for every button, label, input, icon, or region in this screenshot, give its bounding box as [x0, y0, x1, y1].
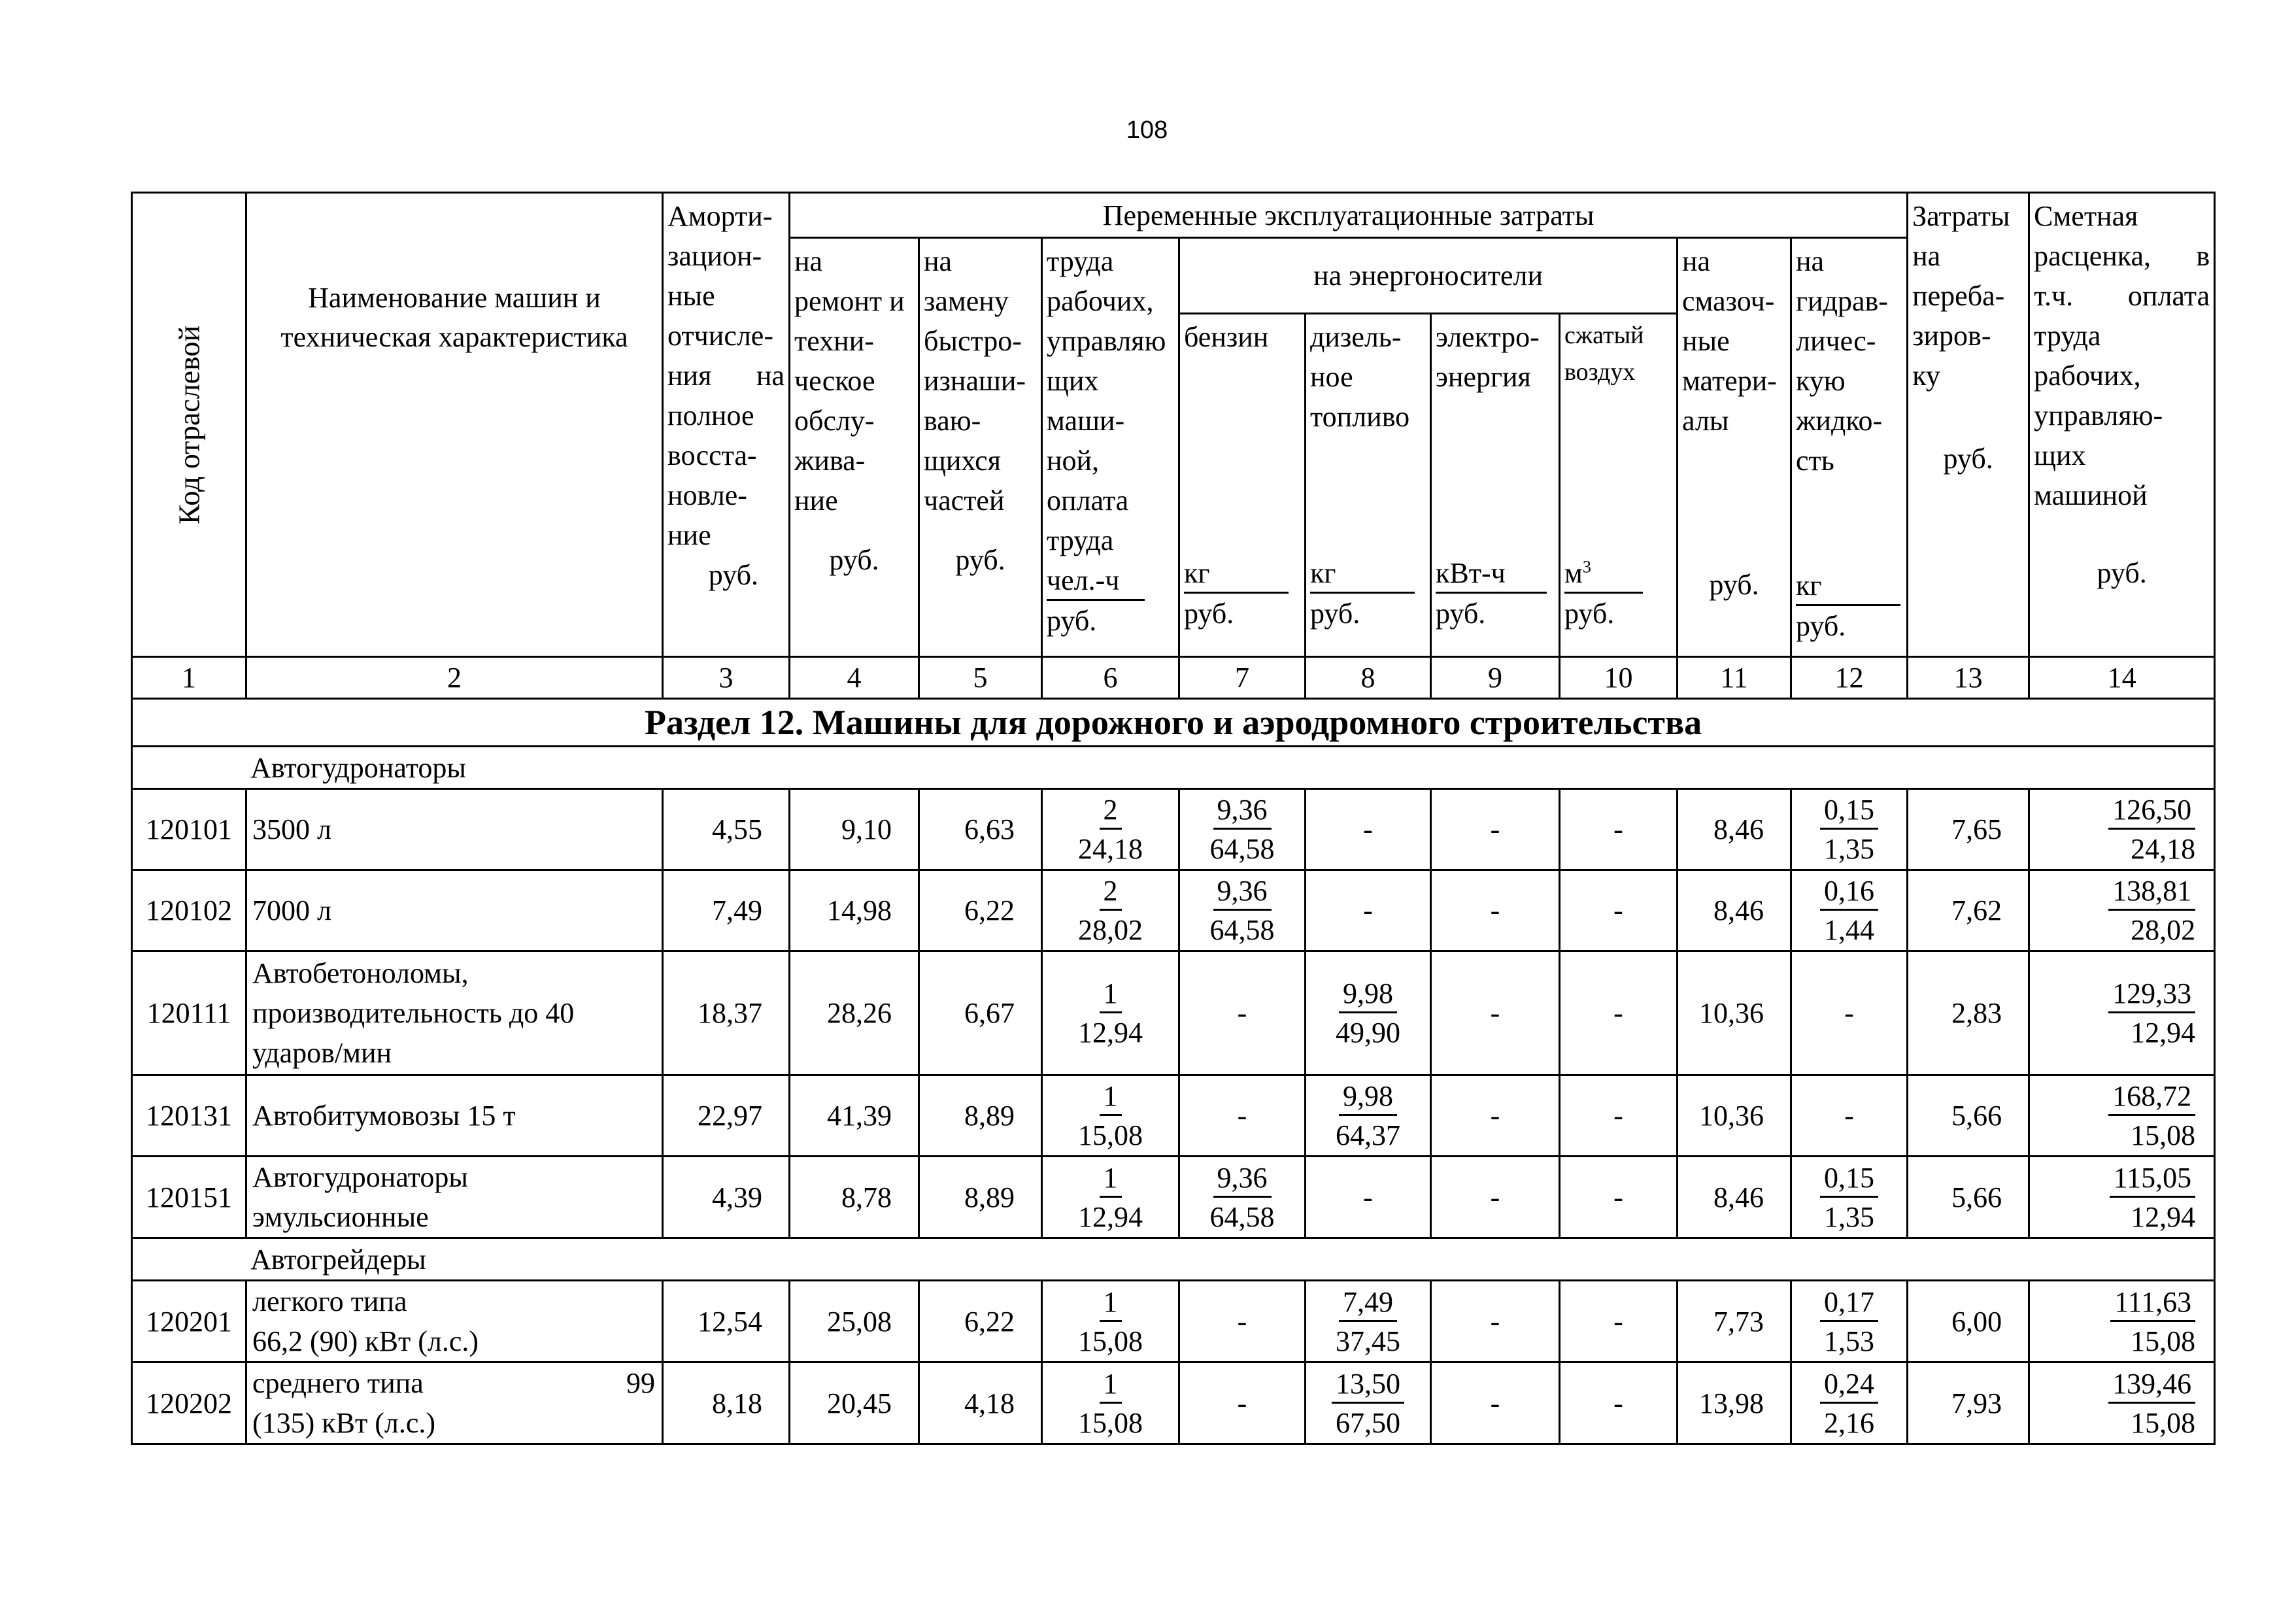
row-transfer: 5,66 — [1908, 1157, 2029, 1238]
row-diesel: - — [1306, 789, 1431, 870]
group-row — [132, 747, 2215, 789]
row-name-line: Автогудронаторы — [252, 1161, 468, 1193]
row-lubricant: 10,36 — [1678, 951, 1791, 1075]
header-line: труда — [2034, 320, 2101, 352]
header-line: ные — [1682, 325, 1730, 357]
row-petrol: - — [1179, 1281, 1306, 1362]
page-number: 108 — [1126, 116, 1168, 144]
header-lubricant: на смазоч- ные матери- алы руб. — [1678, 238, 1791, 657]
group-title: Автогрейдеры — [132, 1238, 2215, 1281]
header-line: управляю- — [2034, 399, 2163, 431]
header-variable-costs: Переменные эксплуатационные затраты — [790, 193, 1908, 238]
header-line: смазоч- — [1682, 285, 1775, 317]
row-rate-bottom: 24,18 — [2131, 833, 2196, 865]
table-row — [132, 1157, 2215, 1238]
header-line: рабочих, — [2034, 360, 2141, 392]
header-line: ческое — [794, 365, 875, 397]
row-diesel — [1306, 1281, 1431, 1362]
header-line: оплата — [1047, 484, 1129, 516]
header-line: полное — [667, 399, 754, 431]
header-electric: электро- энергия кВт-ч руб. — [1431, 314, 1560, 657]
header-line: щихся — [924, 445, 1001, 477]
header-line: рабочих, — [1047, 285, 1154, 317]
header-name: Наименование машин и техническая характеристика — [246, 193, 663, 657]
header-line: Сметная — [2034, 200, 2138, 232]
row-labor — [1042, 870, 1179, 951]
header-line: восста- — [667, 439, 757, 471]
row-labor-top: 1 — [1100, 1284, 1122, 1322]
header-replace: на замену быстро- изнаши- ваю- щихся частей руб. — [919, 238, 1042, 657]
header-line: на — [794, 245, 823, 277]
row-petrol: - — [1179, 1075, 1306, 1157]
row-hydraulic: - — [1791, 951, 1908, 1075]
row-rate-bottom: 12,94 — [2131, 1200, 2196, 1233]
row-rate-top: 129,33 — [2108, 975, 2195, 1013]
row-hydraulic-top: 0,24 — [1820, 1366, 1878, 1404]
row-labor-bottom: 15,08 — [1078, 1119, 1143, 1151]
header-code: Код отраслевой — [132, 193, 246, 657]
row-air: - — [1560, 951, 1678, 1075]
row-labor — [1042, 1281, 1179, 1362]
header-line: Аморти- — [667, 200, 773, 232]
header-line: труда — [1047, 245, 1114, 277]
row-code: 120151 — [132, 1157, 246, 1238]
column-number: 8 — [1306, 657, 1431, 699]
header-diesel: дизель- ное топливо кг руб. — [1306, 314, 1431, 657]
header-rate: Сметная расценка, в т.ч. оплата труда рабочих, управляю- щих машиной руб. — [2029, 193, 2215, 657]
row-repair: 41,39 — [790, 1075, 919, 1157]
row-air: - — [1560, 789, 1678, 870]
table-row — [132, 1362, 2215, 1444]
row-diesel-top: 9,98 — [1339, 975, 1397, 1013]
row-labor — [1042, 1157, 1179, 1238]
row-labor-top: 2 — [1100, 792, 1122, 830]
row-rate-top: 168,72 — [2108, 1078, 2195, 1116]
row-rate-bottom: 15,08 — [2131, 1119, 2196, 1151]
row-hydraulic — [1791, 870, 1908, 951]
row-electric: - — [1431, 870, 1560, 951]
row-repair: 28,26 — [790, 951, 919, 1075]
row-diesel: - — [1306, 870, 1431, 951]
header-line: машиной — [2034, 479, 2148, 511]
column-number: 9 — [1431, 657, 1560, 699]
row-amortization: 18,37 — [663, 951, 790, 1075]
header-line: щих — [2034, 439, 2086, 471]
row-labor-bottom: 15,08 — [1078, 1406, 1143, 1439]
row-labor-bottom: 12,94 — [1078, 1017, 1143, 1049]
header-line: ные — [667, 280, 715, 312]
row-code: 120131 — [132, 1075, 246, 1157]
row-electric: - — [1431, 789, 1560, 870]
row-diesel — [1306, 1362, 1431, 1444]
row-petrol-bottom: 64,58 — [1209, 1200, 1275, 1233]
row-hydraulic — [1791, 1157, 1908, 1238]
header-labor: труда рабочих, управляю щих маши- ной, оплата труда чел.-ч руб. — [1042, 238, 1179, 657]
row-electric: - — [1431, 951, 1560, 1075]
header-line: ремонт и — [794, 285, 905, 317]
header-line: управляю — [1047, 325, 1166, 357]
row-petrol: - — [1179, 951, 1306, 1075]
row-diesel — [1306, 1075, 1431, 1157]
row-hydraulic: - — [1791, 1075, 1908, 1157]
header-transfer: Затраты на переба- зиров- ку руб. — [1908, 193, 2029, 657]
header-amortization: Аморти- зацион- ные отчисле- ния на полное восста- новле- ние руб. — [663, 193, 790, 657]
row-hydraulic-top: 0,17 — [1820, 1284, 1878, 1322]
header-row-1 — [132, 193, 2215, 238]
table-row — [132, 789, 2215, 870]
row-labor — [1042, 789, 1179, 870]
row-hydraulic-bottom: 1,53 — [1824, 1325, 1875, 1357]
column-number: 6 — [1042, 657, 1179, 699]
header-air: сжатый воздух $м^3$ руб. — [1560, 314, 1678, 657]
row-rate-bottom: 12,94 — [2131, 1017, 2196, 1049]
header-line: топливо — [1310, 401, 1410, 433]
column-number: 4 — [790, 657, 919, 699]
header-line: на — [1912, 240, 1941, 272]
row-name-line: легкого типа — [252, 1285, 407, 1317]
header-line: техни- — [794, 325, 874, 357]
row-rate-bottom: 15,08 — [2131, 1406, 2196, 1439]
column-number: 10 — [1560, 657, 1678, 699]
row-labor-top: 1 — [1100, 1078, 1122, 1116]
row-lubricant: 10,36 — [1678, 1075, 1791, 1157]
row-code: 120101 — [132, 789, 246, 870]
row-diesel-bottom: 49,90 — [1336, 1017, 1400, 1049]
row-lubricant: 13,98 — [1678, 1362, 1791, 1444]
row-name: Автобитумовозы 15 т — [246, 1075, 663, 1157]
row-labor-bottom: 12,94 — [1078, 1200, 1143, 1233]
header-petrol: бензин кг руб. — [1179, 314, 1306, 657]
row-lubricant: 7,73 — [1678, 1281, 1791, 1362]
row-diesel — [1306, 951, 1431, 1075]
row-labor-bottom: 24,18 — [1078, 833, 1143, 865]
header-line: обслу- — [794, 405, 875, 437]
row-rate — [2029, 789, 2215, 870]
header-line: алы — [1682, 405, 1729, 437]
row-lubricant: 8,46 — [1678, 870, 1791, 951]
row-name-line: среднего типа 99 — [252, 1367, 655, 1399]
row-repair: 20,45 — [790, 1362, 919, 1444]
group-title: Автогудронаторы — [132, 747, 2215, 789]
section-row — [132, 699, 2215, 747]
header-line: т.ч. оплата — [2034, 280, 2210, 312]
row-labor — [1042, 1075, 1179, 1157]
column-number: 3 — [663, 657, 790, 699]
row-name-line: эмульсионные — [252, 1201, 429, 1233]
row-replace: 6,67 — [919, 951, 1042, 1075]
header-line: сжатый — [1564, 322, 1644, 349]
row-diesel-top: 13,50 — [1332, 1366, 1404, 1404]
row-hydraulic-bottom: 1,35 — [1824, 833, 1875, 865]
row-rate — [2029, 1362, 2215, 1444]
row-name-line: ударов/мин — [252, 1037, 392, 1069]
row-labor-bottom: 28,02 — [1078, 914, 1143, 946]
row-name — [246, 1362, 663, 1444]
row-transfer: 5,66 — [1908, 1075, 2029, 1157]
header-line: труда — [1047, 524, 1114, 556]
row-name-line: (135) кВт (л.с.) — [252, 1407, 436, 1439]
header-line: личес- — [1796, 325, 1876, 357]
header-energy: на энергоносители — [1179, 238, 1678, 314]
column-number: 13 — [1908, 657, 2029, 699]
row-petrol — [1179, 789, 1306, 870]
header-line: ку — [1912, 360, 1940, 392]
row-labor-top: 1 — [1100, 1366, 1122, 1404]
row-amortization: 8,18 — [663, 1362, 790, 1444]
header-hydraulic: на гидрав- личес- кую жидко- сть кг руб. — [1791, 238, 1908, 657]
header-line: ния на — [667, 360, 784, 392]
row-air: - — [1560, 1157, 1678, 1238]
row-code: 120102 — [132, 870, 246, 951]
section-title: Раздел 12. Машины для дорожного и аэродромного строительства — [132, 699, 2215, 747]
row-repair: 8,78 — [790, 1157, 919, 1238]
header-line: ваю- — [924, 405, 981, 437]
column-number: 12 — [1791, 657, 1908, 699]
header-line: сть — [1796, 445, 1834, 477]
header-line: переба- — [1912, 280, 2005, 312]
row-diesel-bottom: 67,50 — [1336, 1406, 1400, 1439]
row-labor-top: 1 — [1100, 975, 1122, 1013]
group-row — [132, 1238, 2215, 1281]
header-line: на — [1682, 245, 1711, 277]
row-repair: 14,98 — [790, 870, 919, 951]
row-hydraulic — [1791, 1281, 1908, 1362]
row-labor — [1042, 1362, 1179, 1444]
header-line: щих — [1047, 365, 1099, 397]
row-rate-top: 139,46 — [2108, 1366, 2195, 1404]
row-labor — [1042, 951, 1179, 1075]
header-line: зиров- — [1912, 320, 1991, 352]
column-number: 1 — [132, 657, 246, 699]
row-electric: - — [1431, 1281, 1560, 1362]
header-line: частей — [924, 484, 1005, 516]
row-transfer: 7,65 — [1908, 789, 2029, 870]
row-air: - — [1560, 1362, 1678, 1444]
row-rate-bottom: 28,02 — [2131, 914, 2196, 946]
row-rate-top: 126,50 — [2108, 792, 2195, 830]
row-replace: 8,89 — [919, 1157, 1042, 1238]
table-row — [132, 1075, 2215, 1157]
row-air: - — [1560, 1281, 1678, 1362]
row-replace: 8,89 — [919, 1075, 1042, 1157]
column-number: 7 — [1179, 657, 1306, 699]
row-replace: 6,63 — [919, 789, 1042, 870]
header-line: зацион- — [667, 240, 762, 272]
machine-rates-table — [131, 192, 2216, 1445]
header-line: ние — [794, 484, 838, 516]
column-number: 14 — [2029, 657, 2215, 699]
row-rate — [2029, 951, 2215, 1075]
row-code: 120201 — [132, 1281, 246, 1362]
row-diesel: - — [1306, 1157, 1431, 1238]
header-line: Затраты — [1912, 200, 2010, 232]
row-hydraulic-bottom: 2,16 — [1824, 1406, 1875, 1439]
row-transfer: 7,62 — [1908, 870, 2029, 951]
row-diesel-bottom: 37,45 — [1336, 1325, 1400, 1357]
row-petrol-top: 9,36 — [1213, 1160, 1272, 1198]
row-name-line: Автобетоноломы, — [252, 957, 469, 989]
row-petrol: - — [1179, 1362, 1306, 1444]
row-transfer: 7,93 — [1908, 1362, 2029, 1444]
row-name-line: производительность до 40 — [252, 997, 575, 1029]
header-line: кую — [1796, 365, 1846, 397]
header-line: маши- — [1047, 405, 1125, 437]
row-diesel-top: 9,98 — [1339, 1078, 1397, 1116]
row-replace: 4,18 — [919, 1362, 1042, 1444]
table-row — [132, 1281, 2215, 1362]
row-name: 7000 л — [246, 870, 663, 951]
row-replace: 6,22 — [919, 870, 1042, 951]
header-line: ное — [1310, 361, 1353, 393]
header-line: расценка, в — [2034, 240, 2210, 272]
row-hydraulic-bottom: 1,35 — [1824, 1200, 1875, 1233]
row-hydraulic-top: 0,15 — [1820, 792, 1878, 830]
column-number-row — [132, 657, 2215, 699]
row-electric: - — [1431, 1157, 1560, 1238]
row-amortization: 7,49 — [663, 870, 790, 951]
header-line: матери- — [1682, 365, 1777, 397]
row-petrol-top: 9,36 — [1213, 792, 1272, 830]
row-diesel-top: 7,49 — [1339, 1284, 1397, 1322]
header-line: замену — [924, 285, 1009, 317]
row-lubricant: 8,46 — [1678, 789, 1791, 870]
row-petrol — [1179, 1157, 1306, 1238]
header-line: жидко- — [1796, 405, 1883, 437]
header-line: быстро- — [924, 325, 1022, 357]
table-row — [132, 951, 2215, 1075]
row-rate — [2029, 1075, 2215, 1157]
row-hydraulic — [1791, 789, 1908, 870]
row-petrol-bottom: 64,58 — [1209, 833, 1275, 865]
header-line: новле- — [667, 479, 747, 511]
row-hydraulic-top: 0,15 — [1820, 1160, 1878, 1198]
row-name — [246, 951, 663, 1075]
row-electric: - — [1431, 1362, 1560, 1444]
row-petrol — [1179, 870, 1306, 951]
row-name: 3500 л — [246, 789, 663, 870]
header-line: электро- — [1436, 321, 1540, 353]
header-line: воздух — [1564, 358, 1636, 386]
row-petrol-top: 9,36 — [1213, 873, 1272, 911]
row-lubricant: 8,46 — [1678, 1157, 1791, 1238]
row-rate-top: 115,05 — [2110, 1160, 2195, 1198]
row-name-line: 66,2 (90) кВт (л.с.) — [252, 1325, 479, 1357]
header-line: на — [1796, 245, 1825, 277]
row-hydraulic-bottom: 1,44 — [1824, 914, 1875, 946]
column-number: 2 — [246, 657, 663, 699]
row-labor-top: 1 — [1100, 1160, 1122, 1198]
row-replace: 6,22 — [919, 1281, 1042, 1362]
row-transfer: 6,00 — [1908, 1281, 2029, 1362]
row-labor-bottom: 15,08 — [1078, 1325, 1143, 1357]
header-line: изнаши- — [924, 365, 1026, 397]
row-rate-top: 111,63 — [2110, 1284, 2195, 1322]
row-transfer: 2,83 — [1908, 951, 2029, 1075]
header-line: энергия — [1436, 361, 1531, 393]
row-repair: 9,10 — [790, 789, 919, 870]
header-line: ной, — [1047, 445, 1100, 477]
row-amortization: 4,55 — [663, 789, 790, 870]
row-amortization: 4,39 — [663, 1157, 790, 1238]
row-rate — [2029, 1281, 2215, 1362]
row-rate-bottom: 15,08 — [2131, 1325, 2196, 1357]
header-repair: на ремонт и техни- ческое обслу- жива- ние руб. — [790, 238, 919, 657]
column-number: 5 — [919, 657, 1042, 699]
row-air: - — [1560, 1075, 1678, 1157]
row-petrol-bottom: 64,58 — [1209, 914, 1275, 946]
row-amortization: 12,54 — [663, 1281, 790, 1362]
row-air: - — [1560, 870, 1678, 951]
header-line: жива- — [794, 445, 866, 477]
header-line: дизель- — [1310, 321, 1402, 353]
row-diesel-bottom: 64,37 — [1336, 1119, 1400, 1151]
header-line: ние — [667, 519, 711, 551]
header-line: отчисле- — [667, 320, 773, 352]
row-name — [246, 1281, 663, 1362]
header-line: на — [924, 245, 953, 277]
row-amortization: 22,97 — [663, 1075, 790, 1157]
table-row — [132, 870, 2215, 951]
row-hydraulic — [1791, 1362, 1908, 1444]
header-line: гидрав- — [1796, 285, 1888, 317]
row-rate-top: 138,81 — [2108, 873, 2195, 911]
column-number: 11 — [1678, 657, 1791, 699]
row-name — [246, 1157, 663, 1238]
row-labor-top: 2 — [1100, 873, 1122, 911]
row-rate — [2029, 870, 2215, 951]
row-electric: - — [1431, 1075, 1560, 1157]
row-code: 120202 — [132, 1362, 246, 1444]
row-rate — [2029, 1157, 2215, 1238]
row-code: 120111 — [132, 951, 246, 1075]
row-hydraulic-top: 0,16 — [1820, 873, 1878, 911]
row-repair: 25,08 — [790, 1281, 919, 1362]
